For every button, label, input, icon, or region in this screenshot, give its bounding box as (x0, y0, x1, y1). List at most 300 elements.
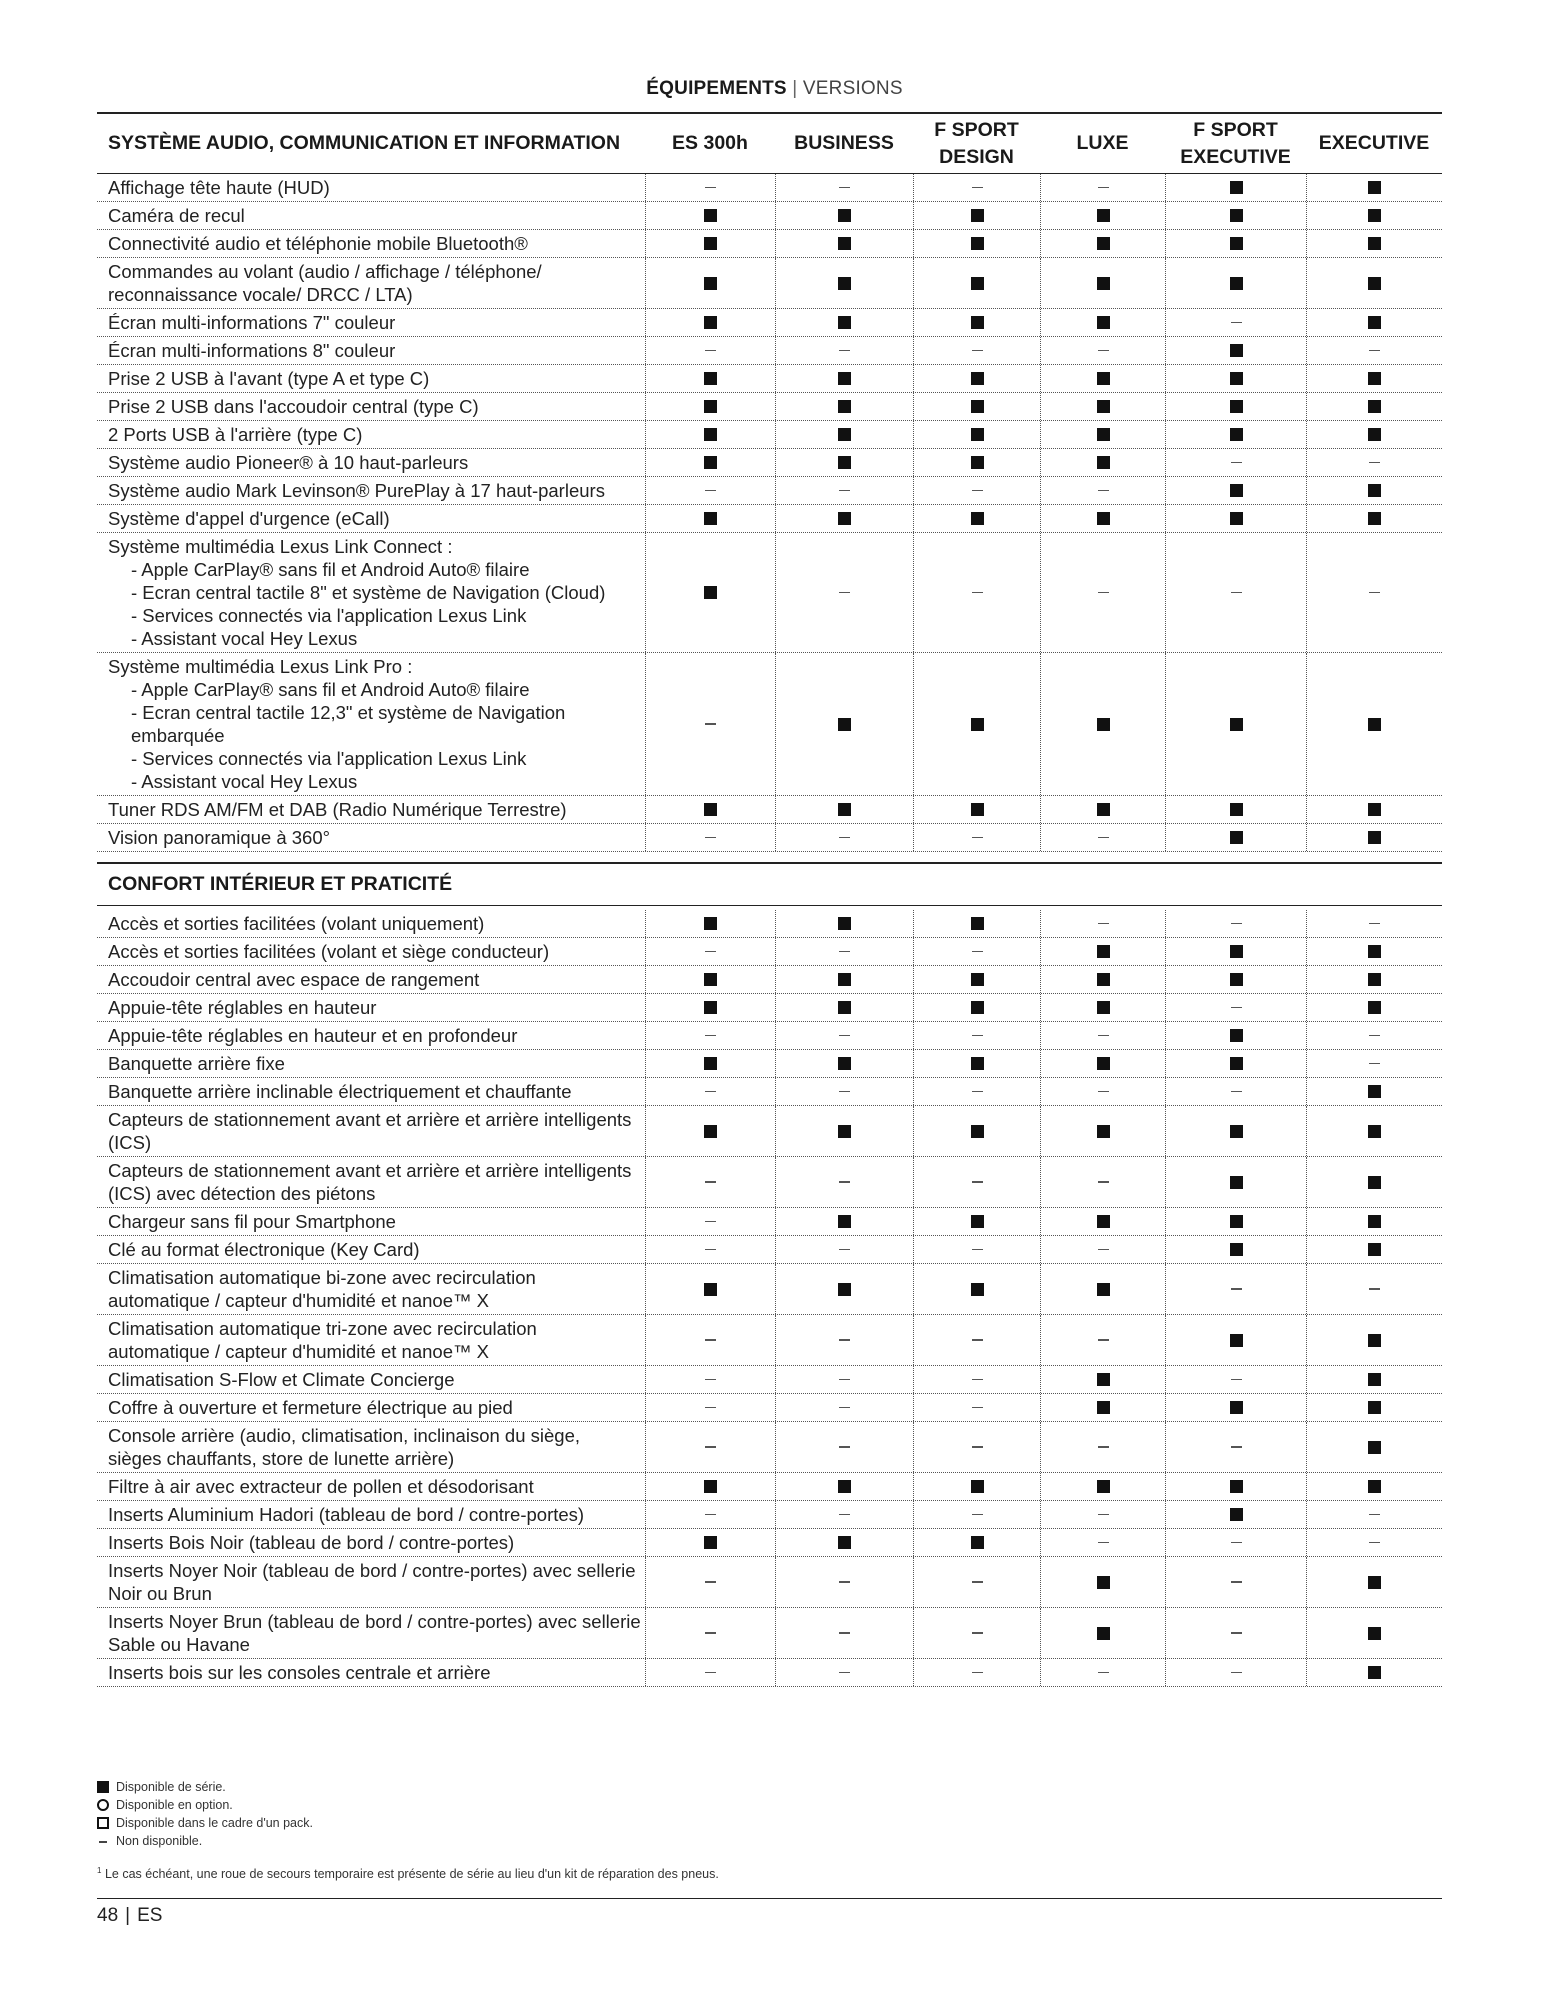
availability-cell (775, 1366, 913, 1393)
feature-label-line: Vision panoramique à 360° (108, 827, 331, 848)
standard-square-icon (838, 512, 851, 525)
not-available-dash-icon (972, 1632, 983, 1634)
feature-label (97, 1208, 645, 1235)
availability-cell (1040, 1608, 1165, 1658)
availability-cell (775, 1473, 913, 1500)
availability-cell (1306, 1659, 1442, 1686)
availability-cell (1165, 421, 1306, 448)
standard-square-icon (1230, 1401, 1243, 1414)
not-available-dash-icon (1231, 1288, 1242, 1290)
standard-square-icon (838, 400, 851, 413)
availability-cell (1165, 1264, 1306, 1314)
availability-cell (913, 1078, 1040, 1105)
standard-square-icon (838, 316, 851, 329)
availability-cell (1165, 1208, 1306, 1235)
page-title-separator: | (792, 78, 798, 99)
equipment-table (97, 112, 1442, 1687)
availability-cell (775, 1050, 913, 1077)
standard-square-icon (1368, 1243, 1381, 1256)
availability-cell (1165, 938, 1306, 965)
standard-square-icon (1230, 1334, 1243, 1347)
standard-square-icon (1097, 1125, 1110, 1138)
availability-cell (1165, 966, 1306, 993)
feature-label-line: - Services connectés via l'application Lexus Link (131, 605, 527, 626)
feature-label-line: Accès et sorties facilitées (volant et siège conducteur) (108, 941, 550, 962)
availability-cell (913, 505, 1040, 532)
not-available-dash-icon (1369, 462, 1380, 464)
not-available-dash-icon (839, 1379, 850, 1381)
feature-label (97, 796, 645, 823)
availability-cell (1306, 309, 1442, 336)
not-available-dash-icon (1369, 592, 1380, 594)
feature-label-line: Accoudoir central avec espace de rangement (108, 969, 480, 990)
availability-cell (645, 796, 775, 823)
standard-square-icon (971, 209, 984, 222)
not-available-dash-icon (839, 951, 850, 953)
standard-square-icon (838, 1536, 851, 1549)
availability-cell (913, 174, 1040, 201)
availability-cell (1040, 1394, 1165, 1421)
availability-cell (1165, 1315, 1306, 1365)
version-column-header: F SPORT DESIGN (934, 118, 1019, 168)
availability-cell (775, 653, 913, 795)
availability-cell (1040, 910, 1165, 937)
table-row (97, 1473, 1442, 1501)
standard-square-icon (1368, 372, 1381, 385)
not-available-dash-icon (705, 837, 716, 839)
section-title: CONFORT INTÉRIEUR ET PRATICITÉ (108, 873, 453, 895)
not-available-dash-icon (1369, 1288, 1380, 1290)
feature-label-line: Connectivité audio et téléphonie mobile Bluetooth® (108, 233, 528, 254)
not-available-dash-icon (972, 837, 983, 839)
not-available-dash-icon (1231, 322, 1242, 324)
standard-square-icon (971, 1001, 984, 1014)
availability-cell (913, 910, 1040, 937)
availability-cell (1165, 230, 1306, 257)
availability-cell (1165, 1022, 1306, 1049)
availability-cell (1040, 1264, 1165, 1314)
standard-square-icon (1368, 400, 1381, 413)
availability-cell (775, 1236, 913, 1263)
standard-square-icon (1097, 1480, 1110, 1493)
availability-cell (1040, 1050, 1165, 1077)
feature-label (97, 477, 645, 504)
standard-square-icon (971, 277, 984, 290)
standard-square-icon (1368, 181, 1381, 194)
not-available-dash-icon (705, 1249, 716, 1251)
feature-label-line: Coffre à ouverture et fermeture électrique au pied (108, 1397, 513, 1418)
page-title-sub: VERSIONS (802, 78, 903, 99)
availability-cell (913, 824, 1040, 851)
availability-cell (1040, 258, 1165, 308)
standard-square-icon (1097, 512, 1110, 525)
standard-square-icon (1097, 1627, 1110, 1640)
availability-cell (645, 174, 775, 201)
feature-label (97, 1264, 645, 1314)
table-row (97, 477, 1442, 505)
availability-cell (1306, 1473, 1442, 1500)
table-row (97, 910, 1442, 938)
standard-square-icon (1368, 316, 1381, 329)
standard-square-icon (1230, 973, 1243, 986)
standard-square-icon (971, 1125, 984, 1138)
feature-label-line: Tuner RDS AM/FM et DAB (Radio Numérique Terrestre) (108, 799, 567, 820)
feature-label-line: Sable ou Havane (108, 1634, 250, 1655)
availability-cell (645, 1473, 775, 1500)
standard-square-icon (1368, 1480, 1381, 1493)
table-row (97, 1529, 1442, 1557)
standard-square-icon (1097, 316, 1110, 329)
feature-label (97, 910, 645, 937)
availability-cell (1165, 477, 1306, 504)
feature-label-line: Noir ou Brun (108, 1583, 212, 1604)
not-available-dash-icon (1098, 1091, 1109, 1093)
standard-square-icon (704, 316, 717, 329)
feature-label-line: - Apple CarPlay® sans fil et Android Auto® filaire (131, 559, 530, 580)
standard-square-icon (971, 237, 984, 250)
availability-cell (775, 309, 913, 336)
availability-cell (1040, 202, 1165, 229)
availability-cell (1165, 449, 1306, 476)
version-column-header: LUXE (1076, 132, 1129, 154)
standard-square-icon (1368, 484, 1381, 497)
availability-cell (645, 337, 775, 364)
availability-cell (775, 421, 913, 448)
availability-cell (913, 449, 1040, 476)
availability-cell (645, 1422, 775, 1472)
not-available-dash-icon (1098, 1249, 1109, 1251)
standard-square-icon (704, 277, 717, 290)
legend-text: Disponible de série. (116, 1780, 226, 1794)
availability-cell (775, 258, 913, 308)
availability-cell (645, 1157, 775, 1207)
feature-label (97, 1529, 645, 1556)
standard-square-icon (1230, 428, 1243, 441)
availability-cell (1040, 1236, 1165, 1263)
standard-square-icon (1368, 1666, 1381, 1679)
not-available-dash-icon (972, 490, 983, 492)
availability-cell (645, 653, 775, 795)
availability-cell (1165, 365, 1306, 392)
legend-text: Disponible en option. (116, 1798, 233, 1812)
standard-square-icon (704, 1125, 717, 1138)
availability-cell (1306, 258, 1442, 308)
not-available-dash-icon (1098, 1181, 1109, 1183)
standard-square-icon (704, 803, 717, 816)
availability-cell (1040, 1078, 1165, 1105)
availability-cell (913, 1501, 1040, 1528)
feature-label (97, 1050, 645, 1077)
availability-cell (775, 1106, 913, 1156)
availability-cell (1306, 910, 1442, 937)
not-available-dash-icon (839, 1672, 850, 1674)
availability-cell (645, 230, 775, 257)
feature-label-line: Inserts bois sur les consoles centrale et arrière (108, 1662, 491, 1683)
feature-label-line: Système d'appel d'urgence (eCall) (108, 508, 390, 529)
feature-label-line: Inserts Noyer Noir (tableau de bord / contre-portes) avec sellerie (108, 1560, 636, 1581)
availability-cell (775, 824, 913, 851)
feature-label-line: Climatisation automatique tri-zone avec recirculation (108, 1318, 537, 1339)
feature-label-line: Banquette arrière inclinable électriquement et chauffante (108, 1081, 572, 1102)
availability-cell (775, 449, 913, 476)
version-column-header: ES 300h (672, 132, 748, 154)
standard-square-icon (1097, 973, 1110, 986)
availability-cell (775, 505, 913, 532)
feature-label (97, 1473, 645, 1500)
availability-cell (645, 365, 775, 392)
not-available-dash-icon (1098, 592, 1109, 594)
availability-cell (913, 1157, 1040, 1207)
standard-square-icon (704, 400, 717, 413)
footer-divider (97, 1898, 1442, 1899)
not-available-dash-icon (839, 1581, 850, 1583)
standard-square-icon (838, 209, 851, 222)
availability-cell (1165, 796, 1306, 823)
standard-square-icon (971, 973, 984, 986)
feature-label-line: reconnaissance vocale/ DRCC / LTA) (108, 284, 413, 305)
availability-cell (1040, 1106, 1165, 1156)
standard-square-icon (1368, 277, 1381, 290)
feature-label (97, 824, 645, 851)
not-available-dash-icon (1231, 462, 1242, 464)
standard-square-icon (838, 1057, 851, 1070)
feature-label-line: Inserts Bois Noir (tableau de bord / contre-portes) (108, 1532, 515, 1553)
feature-label-line: - Assistant vocal Hey Lexus (131, 628, 358, 649)
standard-square-icon (1368, 1001, 1381, 1014)
standard-square-icon (1097, 372, 1110, 385)
feature-label (97, 1022, 645, 1049)
not-available-dash-icon (839, 1407, 850, 1409)
availability-cell (1165, 1659, 1306, 1686)
table-row (97, 1264, 1442, 1315)
not-available-dash-icon (705, 1446, 716, 1448)
feature-label (97, 230, 645, 257)
not-available-dash-icon (705, 1514, 716, 1516)
availability-cell (1306, 1608, 1442, 1658)
table-row (97, 1157, 1442, 1208)
standard-square-icon (1097, 945, 1110, 958)
availability-cell (913, 421, 1040, 448)
availability-cell (645, 1078, 775, 1105)
feature-label (97, 938, 645, 965)
standard-square-icon (1368, 209, 1381, 222)
feature-label (97, 1659, 645, 1686)
availability-cell (913, 1236, 1040, 1263)
availability-cell (1306, 1078, 1442, 1105)
footnote-marker: 1 (97, 1866, 102, 1875)
availability-cell (645, 994, 775, 1021)
availability-cell (645, 1366, 775, 1393)
standard-square-icon (1097, 1401, 1110, 1414)
availability-cell (1165, 1557, 1306, 1607)
standard-square-icon (1368, 1627, 1381, 1640)
feature-label (97, 1315, 645, 1365)
availability-cell (645, 910, 775, 937)
availability-cell (645, 966, 775, 993)
table-row (97, 533, 1442, 653)
availability-cell (913, 1050, 1040, 1077)
availability-cell (1306, 421, 1442, 448)
feature-label (97, 1501, 645, 1528)
feature-label-line: automatique / capteur d'humidité et nanoe™ X (108, 1290, 489, 1311)
availability-cell (1306, 653, 1442, 795)
not-available-dash-icon (972, 1339, 983, 1341)
availability-cell (913, 1022, 1040, 1049)
standard-square-icon (971, 1480, 984, 1493)
feature-label-line: Banquette arrière fixe (108, 1053, 285, 1074)
availability-cell (1040, 653, 1165, 795)
table-row (97, 505, 1442, 533)
not-available-dash-icon (1098, 187, 1109, 189)
availability-cell (1165, 393, 1306, 420)
table-row (97, 337, 1442, 365)
feature-label (97, 309, 645, 336)
availability-cell (645, 309, 775, 336)
not-available-dash-icon (972, 1091, 983, 1093)
availability-cell (1165, 1394, 1306, 1421)
feature-label (97, 505, 645, 532)
not-available-dash-icon (972, 951, 983, 953)
standard-square-icon (971, 316, 984, 329)
availability-cell (1040, 477, 1165, 504)
availability-cell (645, 1557, 775, 1607)
feature-label (97, 337, 645, 364)
not-available-dash-icon (705, 723, 716, 725)
standard-square-icon (1097, 1001, 1110, 1014)
not-available-dash-icon (705, 1379, 716, 1381)
not-available-dash-icon (1098, 923, 1109, 925)
availability-cell (645, 1529, 775, 1556)
feature-label-line: Appuie-tête réglables en hauteur et en profondeur (108, 1025, 518, 1046)
availability-cell (1165, 258, 1306, 308)
feature-label-line: (ICS) avec détection des piétons (108, 1183, 376, 1204)
table-row (97, 1394, 1442, 1422)
not-available-dash-icon (1369, 1063, 1380, 1065)
standard-square-icon (1230, 484, 1243, 497)
feature-label-line: Accès et sorties facilitées (volant uniquement) (108, 913, 485, 934)
availability-cell (775, 938, 913, 965)
availability-cell (775, 230, 913, 257)
availability-cell (913, 230, 1040, 257)
feature-label (97, 994, 645, 1021)
standard-square-icon (971, 512, 984, 525)
not-available-dash-icon (1098, 837, 1109, 839)
availability-cell (645, 1315, 775, 1365)
feature-label (97, 1366, 645, 1393)
not-available-dash-icon (839, 1181, 850, 1183)
availability-cell (913, 938, 1040, 965)
availability-cell (913, 1394, 1040, 1421)
footnote (97, 1866, 719, 1881)
standard-square-icon (838, 372, 851, 385)
version-column-header: F SPORT EXECUTIVE (1180, 118, 1291, 168)
availability-cell (1306, 477, 1442, 504)
availability-cell (913, 653, 1040, 795)
not-available-dash-icon (705, 1581, 716, 1583)
feature-label-line: - Services connectés via l'application Lexus Link (131, 748, 527, 769)
not-available-dash-icon (705, 1339, 716, 1341)
not-available-dash-icon (1231, 1542, 1242, 1544)
availability-cell (913, 1366, 1040, 1393)
table-row (97, 1366, 1442, 1394)
feature-label (97, 1608, 645, 1658)
standard-square-icon (838, 456, 851, 469)
standard-square-icon (1097, 456, 1110, 469)
availability-cell (775, 1501, 913, 1528)
availability-cell (913, 1529, 1040, 1556)
standard-square-icon (1097, 803, 1110, 816)
standard-square-icon (971, 1536, 984, 1549)
feature-label-line: - Ecran central tactile 12,3" et système de Navigation embarquée (131, 702, 566, 746)
feature-label-line: Prise 2 USB dans l'accoudoir central (type C) (108, 396, 479, 417)
availability-cell (1165, 202, 1306, 229)
availability-cell (775, 1078, 913, 1105)
availability-cell (645, 1106, 775, 1156)
feature-label (97, 202, 645, 229)
availability-cell (775, 1422, 913, 1472)
availability-cell (775, 1264, 913, 1314)
standard-square-icon (1368, 973, 1381, 986)
table-row (97, 258, 1442, 309)
not-available-dash-icon (705, 187, 716, 189)
availability-cell (913, 1473, 1040, 1500)
standard-square-icon (971, 1057, 984, 1070)
table-row (97, 966, 1442, 994)
standard-square-icon (1230, 1125, 1243, 1138)
availability-cell (775, 1608, 913, 1658)
standard-square-icon (704, 1001, 717, 1014)
availability-cell (775, 1557, 913, 1607)
availability-cell (913, 994, 1040, 1021)
not-available-dash-icon (1231, 1446, 1242, 1448)
standard-square-icon (838, 1001, 851, 1014)
standard-square-icon (1368, 1215, 1381, 1228)
circle-icon (97, 1799, 109, 1811)
standard-square-icon (838, 1215, 851, 1228)
not-available-dash-icon (972, 1407, 983, 1409)
not-available-dash-icon (705, 490, 716, 492)
availability-cell (1040, 938, 1165, 965)
availability-cell (645, 938, 775, 965)
availability-cell (1040, 1422, 1165, 1472)
feature-label-line: Affichage tête haute (HUD) (108, 177, 330, 198)
feature-label-line: Appuie-tête réglables en hauteur (108, 997, 377, 1018)
not-available-dash-icon (1231, 592, 1242, 594)
not-available-dash-icon (839, 1514, 850, 1516)
open-square-icon (97, 1817, 109, 1829)
availability-cell (775, 1394, 913, 1421)
not-available-dash-icon (972, 1581, 983, 1583)
availability-cell (913, 1422, 1040, 1472)
availability-cell (1306, 1394, 1442, 1421)
standard-square-icon (838, 917, 851, 930)
availability-cell (775, 994, 913, 1021)
version-column-header: BUSINESS (794, 132, 894, 154)
standard-square-icon (1097, 209, 1110, 222)
standard-square-icon (1368, 1085, 1381, 1098)
availability-cell (1306, 966, 1442, 993)
standard-square-icon (1230, 400, 1243, 413)
standard-square-icon (1097, 1373, 1110, 1386)
feature-label-line: Système audio Pioneer® à 10 haut-parleurs (108, 452, 469, 473)
not-available-dash-icon (1098, 1514, 1109, 1516)
standard-square-icon (1230, 1215, 1243, 1228)
availability-cell (1165, 1078, 1306, 1105)
standard-square-icon (971, 803, 984, 816)
availability-cell (1306, 393, 1442, 420)
section-header (97, 862, 1442, 906)
availability-cell (1306, 1366, 1442, 1393)
